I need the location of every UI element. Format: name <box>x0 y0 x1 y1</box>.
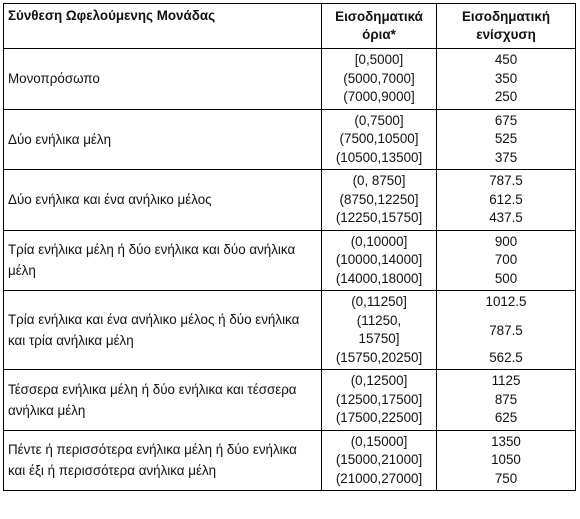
amount-value: 250 <box>494 89 518 104</box>
limit-value: (15000,21000] <box>335 452 423 467</box>
limit-value: (0,12500] <box>350 373 408 388</box>
table-row <box>4 430 576 491</box>
limit-value: (10000,14000] <box>335 252 423 267</box>
amount-cell <box>437 370 576 431</box>
table-row <box>4 109 576 170</box>
limit-value: (15750,20250] <box>335 349 423 365</box>
amount-value: 787.5 <box>489 322 523 338</box>
header-row <box>4 4 576 49</box>
amount-cell <box>437 291 576 370</box>
limit-value: (0,15000] <box>350 433 408 449</box>
table-row <box>4 49 576 110</box>
amount-cell <box>437 230 576 291</box>
limit-value: (8750,12250] <box>339 191 419 207</box>
limit-value: (11250, 15750] <box>356 312 402 346</box>
limits-cell <box>322 49 437 110</box>
amount-value: 437.5 <box>489 210 523 225</box>
limit-value: (7000,9000] <box>343 89 415 104</box>
limit-value: (5000,7000] <box>343 70 415 86</box>
amount-value: 1125 <box>491 373 521 388</box>
limit-value: (17500,22500] <box>335 410 423 425</box>
amount-value: 875 <box>494 391 518 407</box>
amount-value: 375 <box>494 149 518 165</box>
amount-value: 1350 <box>491 433 521 449</box>
header-limits-line2: όρια* <box>362 27 396 42</box>
header-amount-line2: ενίσχυση <box>476 27 536 42</box>
unit-cell: Τρία ενήλικα και ένα ανήλικο μέλος ή δύο ενήλικα και τρία ανήλικα μέλη <box>4 291 322 370</box>
amount-cell <box>437 49 576 110</box>
limits-cell <box>322 230 437 291</box>
amount-value: 562.5 <box>489 349 523 365</box>
amount-value: 700 <box>494 252 518 267</box>
limits-cell <box>322 370 437 431</box>
unit-cell: Πέντε ή περισσότερα ενήλικα μέλη ή δύο ενήλικα και έξι ή περισσότερα ανήλικα μέλη <box>4 430 322 491</box>
table-row <box>4 230 576 291</box>
unit-cell: Δύο ενήλικα μέλη <box>4 109 322 170</box>
header-amount <box>437 4 576 49</box>
limits-cell <box>322 109 437 170</box>
limit-value: (10500,13500] <box>335 149 423 165</box>
limit-value: (0,10000] <box>350 233 408 249</box>
limit-value: (12250,15750] <box>335 210 423 225</box>
limit-value: (12500,17500] <box>335 391 423 407</box>
amount-value: 1050 <box>491 452 521 467</box>
limit-value: (21000,27000] <box>335 470 423 486</box>
amount-value: 625 <box>494 410 518 425</box>
table-body <box>4 49 576 491</box>
amount-value: 787.5 <box>489 173 523 188</box>
unit-cell: Μονοπρόσωπο <box>4 49 322 110</box>
amount-value: 750 <box>494 470 518 486</box>
limit-value: (0, 8750] <box>352 173 406 188</box>
amount-cell <box>437 430 576 491</box>
limit-value: (14000,18000] <box>335 270 423 286</box>
income-support-table <box>3 3 576 491</box>
table-row <box>4 291 576 370</box>
header-limits <box>322 4 437 49</box>
table-row <box>4 170 576 231</box>
limit-value: (0,7500] <box>354 112 404 128</box>
amount-value: 1012.5 <box>485 294 527 309</box>
amount-cell <box>437 109 576 170</box>
unit-cell: Τέσσερα ενήλικα μέλη ή δύο ενήλικα και τέσσερα ανήλικα μέλη <box>4 370 322 431</box>
amount-value: 525 <box>494 131 518 146</box>
amount-cell <box>437 170 576 231</box>
amount-value: 900 <box>494 233 518 249</box>
amount-value: 350 <box>494 70 518 86</box>
limits-cell <box>322 291 437 370</box>
amount-value: 675 <box>494 112 518 128</box>
amount-value: 500 <box>494 270 518 286</box>
header-limits-line1: Εισοδηματικά <box>335 8 423 24</box>
table-row <box>4 370 576 431</box>
unit-cell: Τρία ενήλικα μέλη ή δύο ενήλικα και δύο ανήλικα μέλη <box>4 230 322 291</box>
table-header <box>4 4 576 49</box>
limit-value: [0,5000] <box>354 52 404 67</box>
income-support-table-container <box>3 3 575 491</box>
amount-value: 612.5 <box>489 191 523 207</box>
header-unit: Σύνθεση Ωφελούμενης Μονάδας <box>4 4 322 49</box>
limit-value: (7500,10500] <box>339 131 419 146</box>
limits-cell <box>322 170 437 231</box>
unit-cell: Δύο ενήλικα και ένα ανήλικο μέλος <box>4 170 322 231</box>
limit-value: (0,11250] <box>351 294 407 309</box>
header-amount-line1: Εισοδηματική <box>461 8 551 24</box>
amount-value: 450 <box>494 52 518 67</box>
limits-cell <box>322 430 437 491</box>
